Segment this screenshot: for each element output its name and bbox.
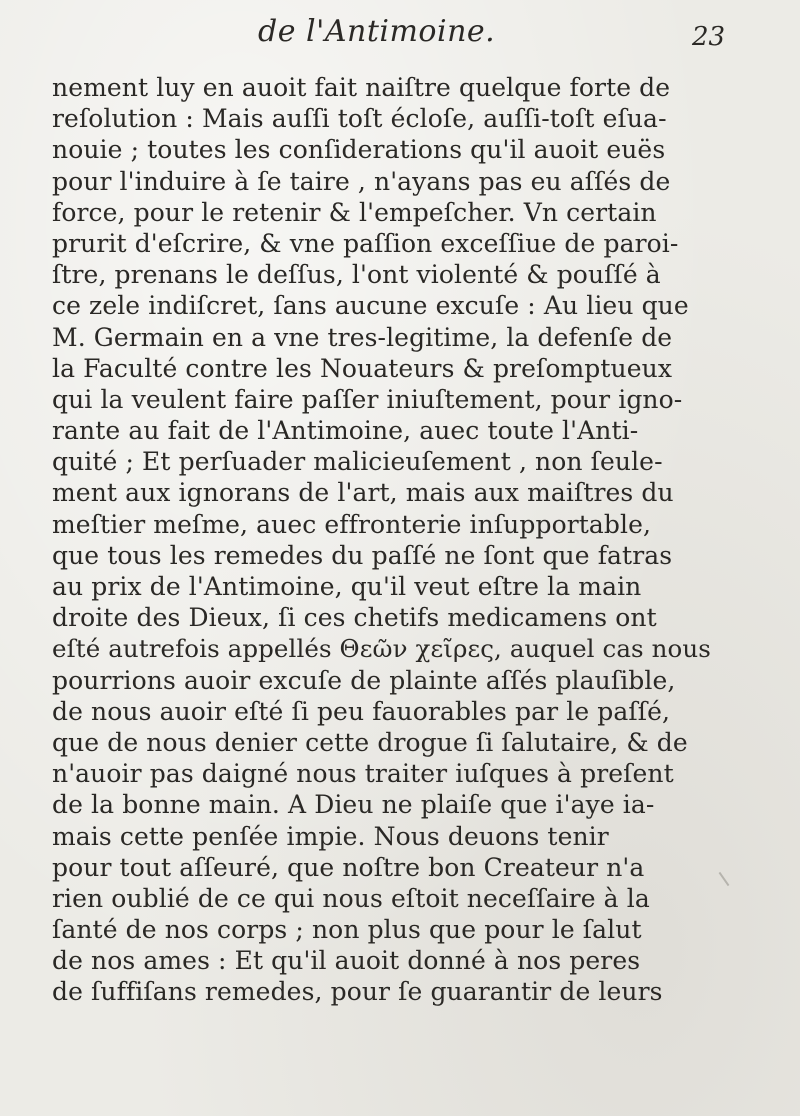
text-line-1: nement luy en auoit fait naiſtre quelque forte de	[52, 73, 671, 102]
text-line-25: mais cette penſée impie. Nous deuons tenir	[52, 821, 609, 851]
text-line-22: que de nous denier cette drogue ſi ſalutaire, & de	[52, 727, 688, 757]
text-line-27: rien oublié de ce qui nous eſtoit neceſſaire à la	[52, 883, 650, 913]
page-number: 23	[692, 22, 726, 52]
margin-mark	[719, 872, 730, 886]
text-line-10: la Faculté contre les Nouateurs & preſomptueux	[52, 353, 673, 383]
text-line-3: nouie ; toutes les conſiderations qu'il auoit euës	[52, 135, 666, 165]
text-line-26: pour tout aſſeuré, que noſtre bon Createur n'a	[52, 852, 645, 882]
page-header	[0, 6, 800, 66]
text-line-6: prurit d'eſcrire, & vne paſſion exceſſiue de paroi-	[52, 228, 679, 258]
text-line-5: force, pour le retenir & l'empeſcher. Vn certain	[52, 197, 657, 227]
text-line-21: de nous auoir eſté ſi peu fauorables par le paſſé,	[52, 696, 671, 726]
body-text	[52, 72, 712, 1008]
text-line-24: de la bonne main. A Dieu ne plaiſe que i'aye ia-	[52, 790, 655, 820]
text-line-16: que tous les remedes du paſſé ne ſont que fatras	[52, 540, 673, 570]
text-line-18: droite des Dieux, ſi ces chetifs medicamens ont	[52, 603, 657, 633]
text-line-13: quité ; Et perſuader malicieuſement , non ſeule-	[52, 447, 663, 477]
text-line-29: de nos ames : Et qu'il auoit donné à nos peres	[52, 946, 641, 976]
text-line-15: meſtier meſme, auec effronterie inſupportable,	[52, 509, 652, 539]
text-line-14: ment aux ignorans de l'art, mais aux maiſtres du	[52, 478, 674, 508]
text-line-4: pour l'induire à ſe taire , n'ayans pas eu aſſés de	[52, 166, 671, 196]
text-line-8: ce zele indiſcret, ſans aucune excuſe : Au lieu que	[52, 291, 689, 321]
text-line-30: de ſuffiſans remedes, pour ſe guarantir de leurs	[52, 977, 663, 1007]
text-line-28: ſanté de nos corps ; non plus que pour le ſalut	[52, 915, 642, 945]
text-line-9: M. Germain en a vne tres-legitime, la defenſe de	[52, 322, 673, 352]
text-line-23: n'auoir pas daigné nous traiter iuſques à preſent	[52, 759, 674, 789]
text-line-19: eſté autrefois appellés Θεῶν χεῖρες, auquel cas nous	[52, 634, 711, 664]
running-title: de l'Antimoine.	[258, 14, 496, 49]
text-line-11: qui la veulent faire paſſer iniuſtement, pour igno-	[52, 384, 683, 414]
text-line-2: reſolution : Mais auſſi toſt écloſe, auſſi-toſt eſua-	[52, 104, 667, 134]
text-line-12: rante au fait de l'Antimoine, auec toute l'Anti-	[52, 416, 639, 446]
text-line-7: ſtre, prenans le deſſus, l'ont violenté & pouſſé à	[52, 260, 661, 290]
text-line-20: pourrions auoir excuſe de plainte aſſés plauſible,	[52, 665, 676, 695]
text-line-17: au prix de l'Antimoine, qu'il veut eſtre la main	[52, 572, 642, 601]
